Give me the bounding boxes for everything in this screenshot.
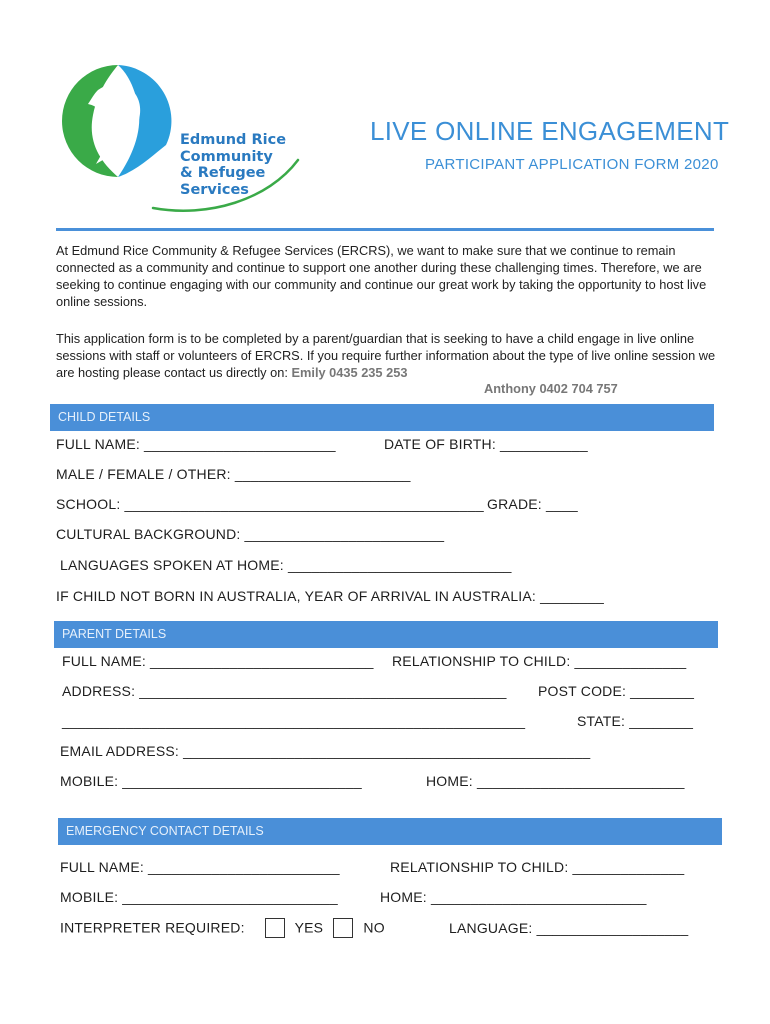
form-title: LIVE ONLINE ENGAGEMENT — [370, 116, 730, 146]
intro-paragraph-1: At Edmund Rice Community & Refugee Services (ERCRS), we want to make sure that we continue to remain connected as a community and continue to support one another during these challenging times. Therefore, we are seeking to continue engaging with our community and continue our great work by taking the opportunity to host live online sessions. — [56, 243, 707, 309]
section-header-parent: PARENT DETAILS — [54, 621, 718, 648]
parent-postcode-field[interactable]: POST CODE: ________ — [538, 683, 695, 699]
yes-label: YES — [294, 919, 324, 936]
emergency-home-field[interactable]: HOME: ___________________________ — [380, 889, 647, 905]
parent-address-line2-field[interactable]: __________________________________________________________ — [62, 713, 526, 729]
interpreter-label: INTERPRETER REQUIRED: — [60, 919, 245, 936]
parent-mobile-field[interactable]: MOBILE: ______________________________ — [60, 773, 362, 789]
interpreter-yes-checkbox[interactable] — [265, 918, 285, 938]
interpreter-no-checkbox[interactable] — [333, 918, 353, 938]
header-divider — [56, 228, 714, 231]
emergency-full-name-field[interactable]: FULL NAME: ________________________ — [60, 859, 340, 875]
child-dob-field[interactable]: DATE OF BIRTH: ___________ — [384, 436, 588, 452]
emergency-language-field[interactable]: LANGUAGE: ___________________ — [449, 920, 689, 936]
intro-text: This application form is to be completed by a parent/guardian that is seeking to have a child engage in live online sessions with staff or volunteers of ERCRS. If you require further information about the type of live online session we are hosting please contact us directly on: — [56, 331, 716, 380]
contact-anthony: Anthony 0402 704 757 — [484, 381, 618, 396]
logo-line: Edmund Rice — [180, 132, 287, 148]
ercrs-logo — [58, 60, 308, 220]
child-gender-field[interactable]: MALE / FEMALE / OTHER: ______________________ — [56, 466, 411, 482]
child-full-name-field[interactable]: FULL NAME: ________________________ — [56, 436, 336, 452]
section-header-emergency: EMERGENCY CONTACT DETAILS — [58, 818, 722, 845]
logo-text — [180, 132, 286, 198]
parent-full-name-field[interactable]: FULL NAME: ____________________________ — [62, 653, 374, 669]
section-header-child: CHILD DETAILS — [50, 404, 714, 431]
child-languages-field[interactable]: LANGUAGES SPOKEN AT HOME: ____________________________ — [60, 557, 512, 573]
child-school-field[interactable]: SCHOOL: _____________________________________________ — [56, 496, 484, 512]
contact-emily: Emily 0435 235 253 — [291, 365, 408, 380]
logo-line: Services — [180, 181, 249, 198]
logo-line: & Refugee — [180, 165, 266, 181]
child-arrival-field[interactable]: IF CHILD NOT BORN IN AUSTRALIA, YEAR OF ARRIVAL IN AUSTRALIA: ________ — [56, 588, 604, 604]
form-subtitle: PARTICIPANT APPLICATION FORM 2020 — [425, 156, 719, 173]
no-label: NO — [363, 919, 385, 936]
interpreter-row — [60, 918, 385, 940]
emergency-relationship-field[interactable]: RELATIONSHIP TO CHILD: ______________ — [390, 859, 685, 875]
parent-address-field[interactable]: ADDRESS: ______________________________________________ — [62, 683, 507, 699]
child-grade-field[interactable]: GRADE: ____ — [487, 496, 578, 512]
intro-paragraph-2 — [56, 330, 718, 381]
parent-relationship-field[interactable]: RELATIONSHIP TO CHILD: ______________ — [392, 653, 687, 669]
parent-state-field[interactable]: STATE: ________ — [577, 713, 694, 729]
logo-line: Community — [180, 148, 273, 165]
parent-home-field[interactable]: HOME: __________________________ — [426, 773, 685, 789]
child-cultural-field[interactable]: CULTURAL BACKGROUND: _________________________ — [56, 526, 445, 542]
parent-email-field[interactable]: EMAIL ADDRESS: ___________________________________________________ — [60, 743, 591, 759]
emergency-mobile-field[interactable]: MOBILE: ___________________________ — [60, 889, 338, 905]
